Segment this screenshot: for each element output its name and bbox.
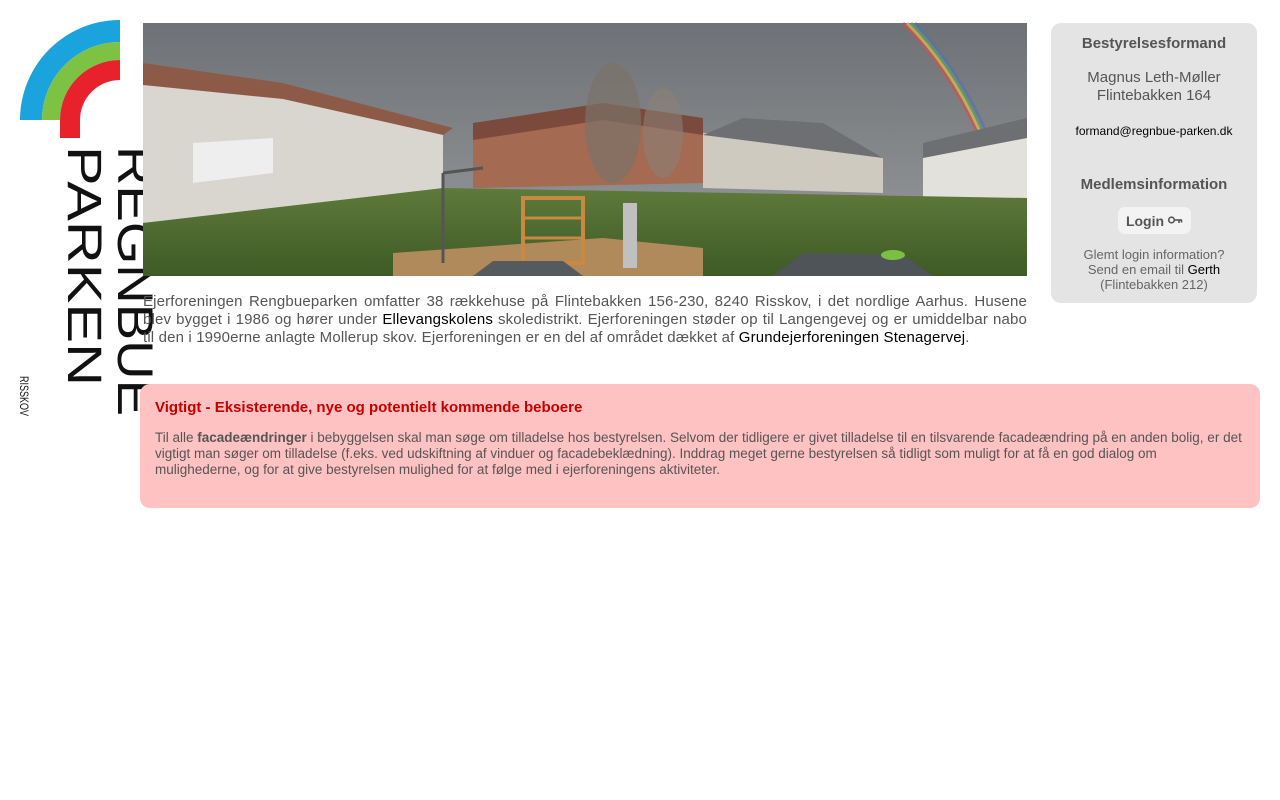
ellevangskolen-link[interactable]: Ellevangskolens: [382, 311, 493, 328]
login-label: Login: [1125, 212, 1165, 229]
chair-name: Magnus Leth-Møller: [1087, 69, 1221, 86]
logo-text-second: PARKEN: [57, 146, 110, 340]
forgot-line-1: Glemt login information?: [1083, 247, 1225, 262]
key-icon: [1168, 216, 1183, 226]
login-button[interactable]: [1118, 207, 1191, 234]
forgot-line-2-text: Send en email til: [1087, 262, 1188, 277]
chair-title: Bestyrelsesformand: [1081, 35, 1227, 52]
notice-text: [155, 430, 1245, 478]
notice-text-post: i bebyggelsen skal man søge om tilladelse hos bestyrelsen. Selvom der tidligere er givet tilladelse til en tilsvarende facadeændring på en anden bolig, er det vigtigt man søger om tilladelse (f.eks. ved udskiftning af vinduer og facadebeklædning). Inddrag meget gerne bestyrelsen så tidligt som muligt for at få en god dialog om mulighederne, og for at give bestyrelsen mulighed for at følge med i ejerforeningens aktiviteter.: [155, 430, 1242, 477]
notice-text-bold: facadeændringer: [197, 430, 307, 445]
gerth-email-link[interactable]: Gerth: [1187, 262, 1221, 277]
intro-text-3: .: [965, 329, 970, 346]
hero-photo: [143, 23, 1027, 276]
important-notice: [140, 384, 1260, 508]
notice-title: Vigtigt - Eksisterende, nye og potentielt kommende beboere: [155, 399, 583, 416]
intro-text-1: Ejerforeningen Rengbueparken omfatter 38 rækkehuse på Flintebakken 156-230, 8240 Risskov, i det nordlige Aarhus. Husene blev bygget i 1986 og hører under: [143, 293, 1027, 328]
logo-text-small: RISSKOV: [17, 376, 31, 430]
forgot-line-3: (Flintebakken 212): [1100, 277, 1208, 292]
member-title: Medlemsinformation: [1080, 176, 1228, 193]
intro-paragraph: [143, 293, 1027, 347]
logo-text-main: REGNBUE: [107, 146, 163, 394]
sidebar-panel: [1051, 23, 1257, 303]
regnbueparken-logo[interactable]: [17, 20, 163, 430]
chair-email-link[interactable]: formand@regnbue-parken.dk: [1075, 124, 1233, 138]
forgot-line-2: [1051, 262, 1257, 277]
chair-address: Flintebakken 164: [1096, 87, 1212, 104]
logo-black-bar: [20, 138, 120, 144]
intro-text-2: skoledistrikt. Ejerforeningen støder op til Langengevej og er umiddelbar nabo til den i 1990erne anlagte Mollerup skov. Ejerforeningen er en del af området dækket af: [143, 311, 1027, 346]
notice-text-pre: Til alle: [155, 430, 198, 445]
grundejerforening-link[interactable]: Grundejerforeningen Stenagervej: [738, 329, 966, 346]
